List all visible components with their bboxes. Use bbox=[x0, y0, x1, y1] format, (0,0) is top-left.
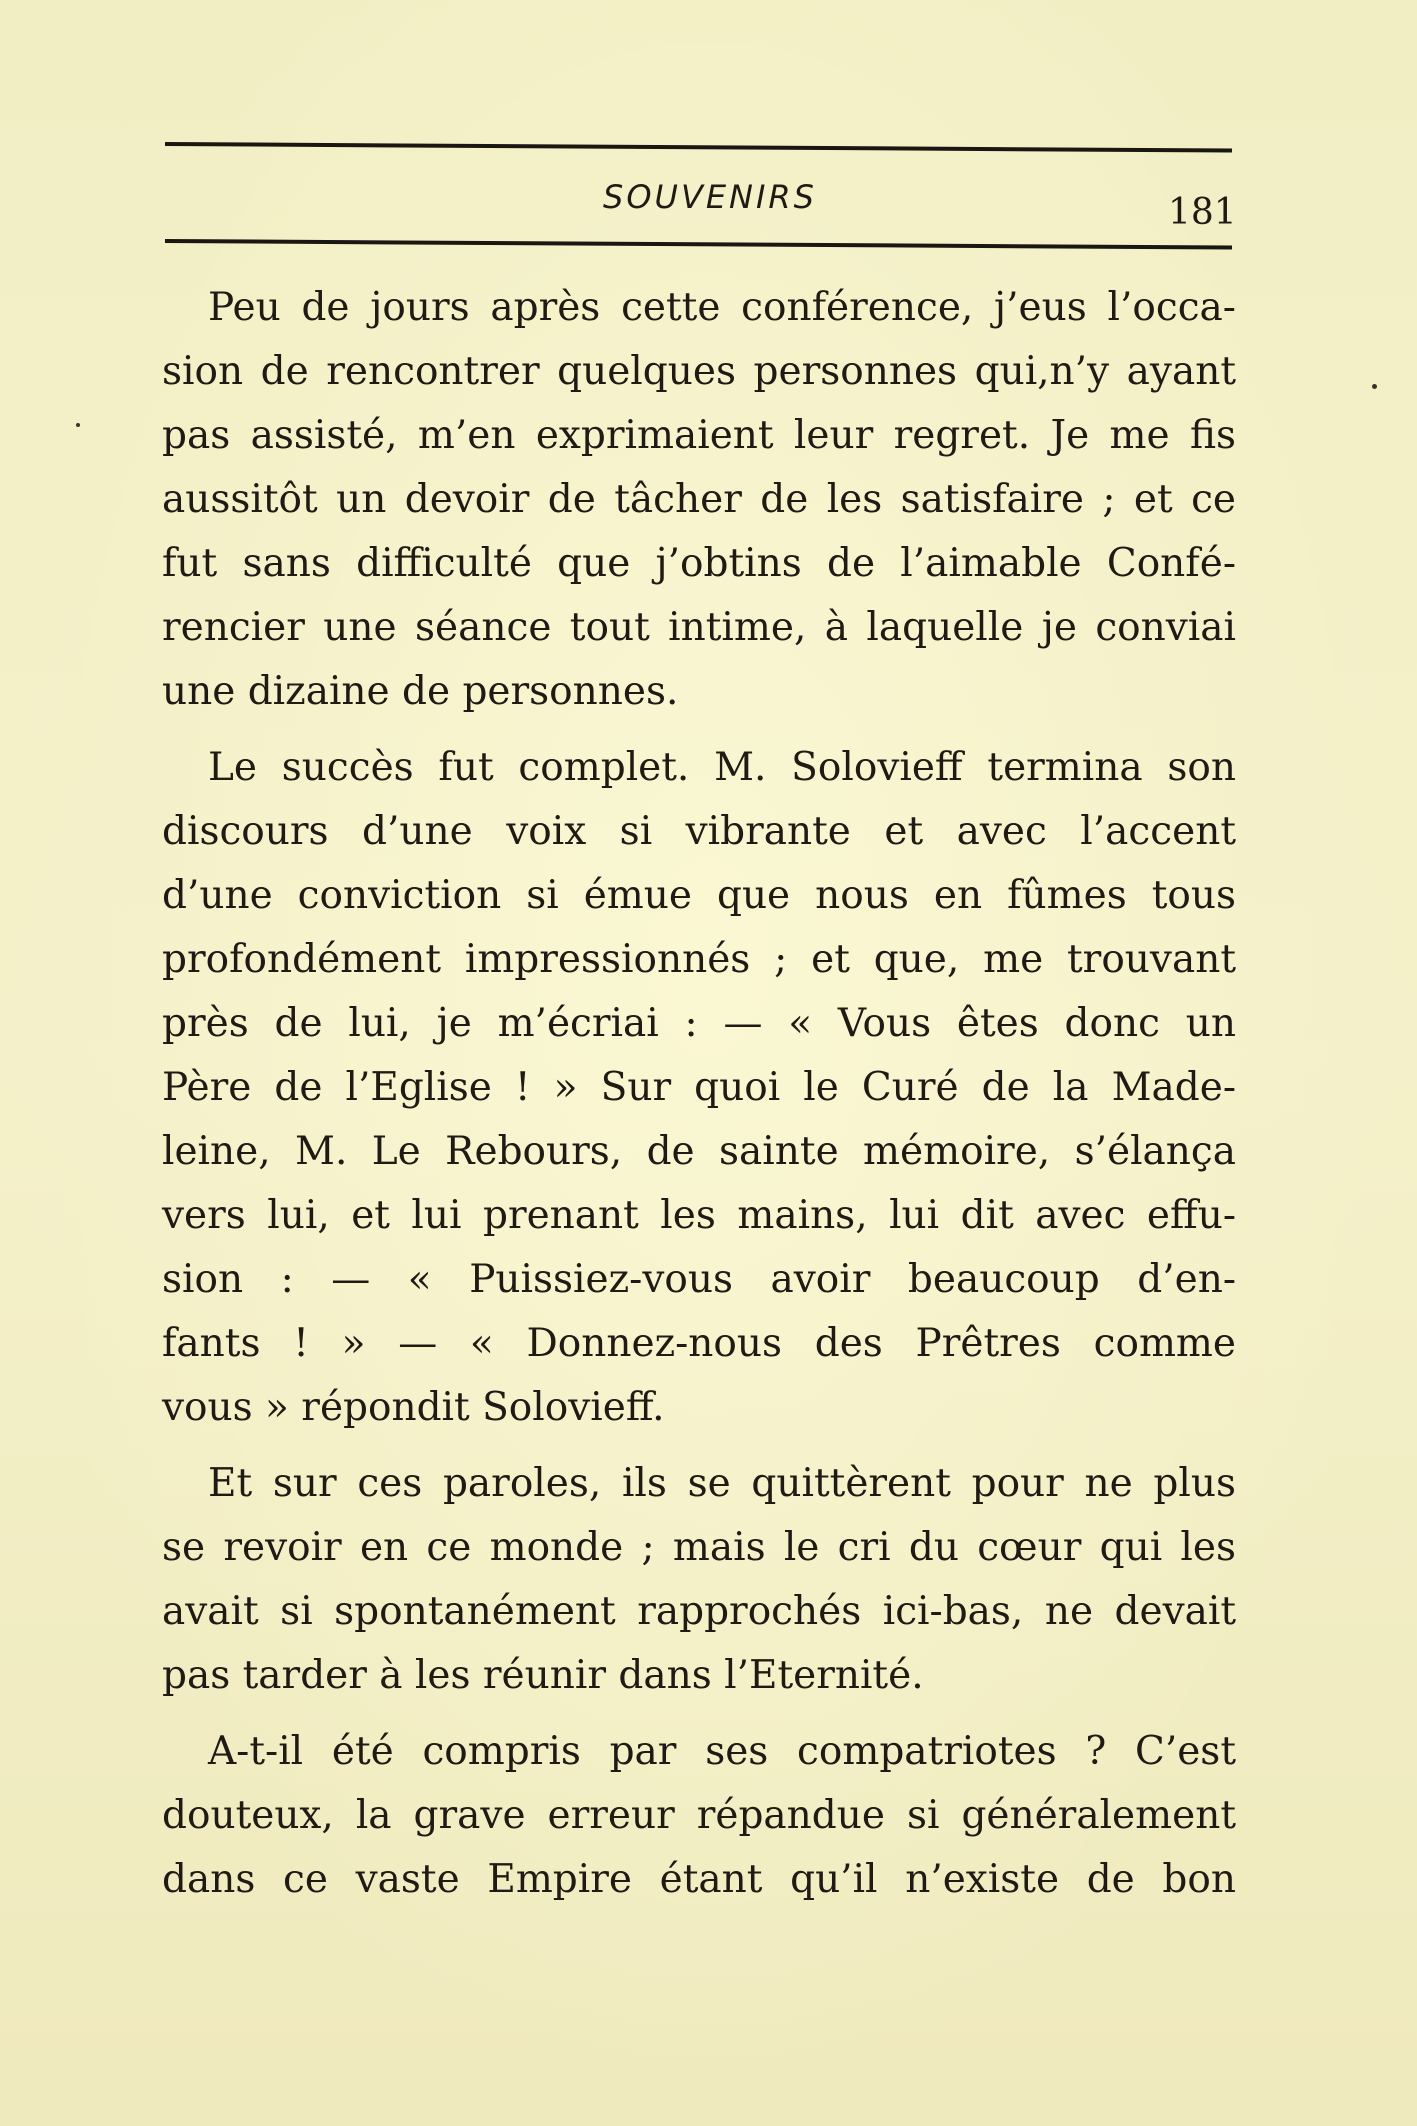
paper-speck bbox=[1372, 384, 1377, 389]
text-line: discours d’une voix si vibrante et avec l’accent bbox=[162, 809, 1236, 854]
text-line: vous » répondit Solovieff. bbox=[162, 1385, 665, 1430]
text-line: rencier une séance tout intime, à laquelle je conviai bbox=[162, 605, 1236, 650]
paragraph bbox=[162, 736, 1236, 1440]
text-line: fants ! » — « Donnez-nous des Prêtres comme bbox=[162, 1321, 1236, 1366]
text-line: pas tarder à les réunir dans l’Eternité. bbox=[162, 1653, 924, 1698]
text-line: sion de rencontrer quelques personnes qui,n’y ayant bbox=[162, 349, 1236, 394]
text-line: pas assisté, m’en exprimaient leur regret. Je me fis bbox=[162, 413, 1236, 458]
text-line: A-t-il été compris par ses compatriotes ? C’est bbox=[208, 1729, 1236, 1774]
paper-speck bbox=[76, 423, 80, 427]
text-line: Le succès fut complet. M. Solovieff termina son bbox=[208, 745, 1236, 790]
text-line: Peu de jours après cette conférence, j’eus l’occa- bbox=[208, 285, 1236, 330]
header-top-rule bbox=[165, 142, 1232, 153]
text-line: avait si spontanément rapprochés ici-bas, ne devait bbox=[162, 1589, 1236, 1634]
page-number: 181 bbox=[1168, 192, 1237, 233]
text-line: leine, M. Le Rebours, de sainte mémoire, s’élança bbox=[162, 1129, 1236, 1174]
text-line: Père de l’Eglise ! » Sur quoi le Curé de la Made- bbox=[162, 1065, 1236, 1110]
text-line: douteux, la grave erreur répandue si généralement bbox=[162, 1793, 1236, 1838]
text-line: Et sur ces paroles, ils se quittèrent pour ne plus bbox=[208, 1461, 1236, 1506]
header-bottom-rule bbox=[165, 239, 1232, 250]
text-line: profondément impressionnés ; et que, me trouvant bbox=[162, 937, 1236, 982]
text-line: vers lui, et lui prenant les mains, lui dit avec effu- bbox=[162, 1193, 1236, 1238]
text-line: fut sans difficulté que j’obtins de l’aimable Confé- bbox=[162, 541, 1236, 586]
paragraph bbox=[162, 1452, 1236, 1708]
text-line: d’une conviction si émue que nous en fûmes tous bbox=[162, 873, 1236, 918]
text-line: dans ce vaste Empire étant qu’il n’existe de bon bbox=[162, 1857, 1236, 1902]
running-head: SOUVENIRS bbox=[603, 178, 817, 216]
text-line: se revoir en ce monde ; mais le cri du cœur qui les bbox=[162, 1525, 1236, 1570]
paragraph bbox=[162, 1720, 1236, 1912]
text-line: sion : — « Puissiez-vous avoir beaucoup d’en- bbox=[162, 1257, 1236, 1302]
body-text bbox=[162, 276, 1236, 1912]
text-line: aussitôt un devoir de tâcher de les satisfaire ; et ce bbox=[162, 477, 1236, 522]
text-line: près de lui, je m’écriai : — « Vous êtes donc un bbox=[162, 1001, 1236, 1046]
text-line: une dizaine de personnes. bbox=[162, 669, 679, 714]
paragraph bbox=[162, 276, 1236, 724]
